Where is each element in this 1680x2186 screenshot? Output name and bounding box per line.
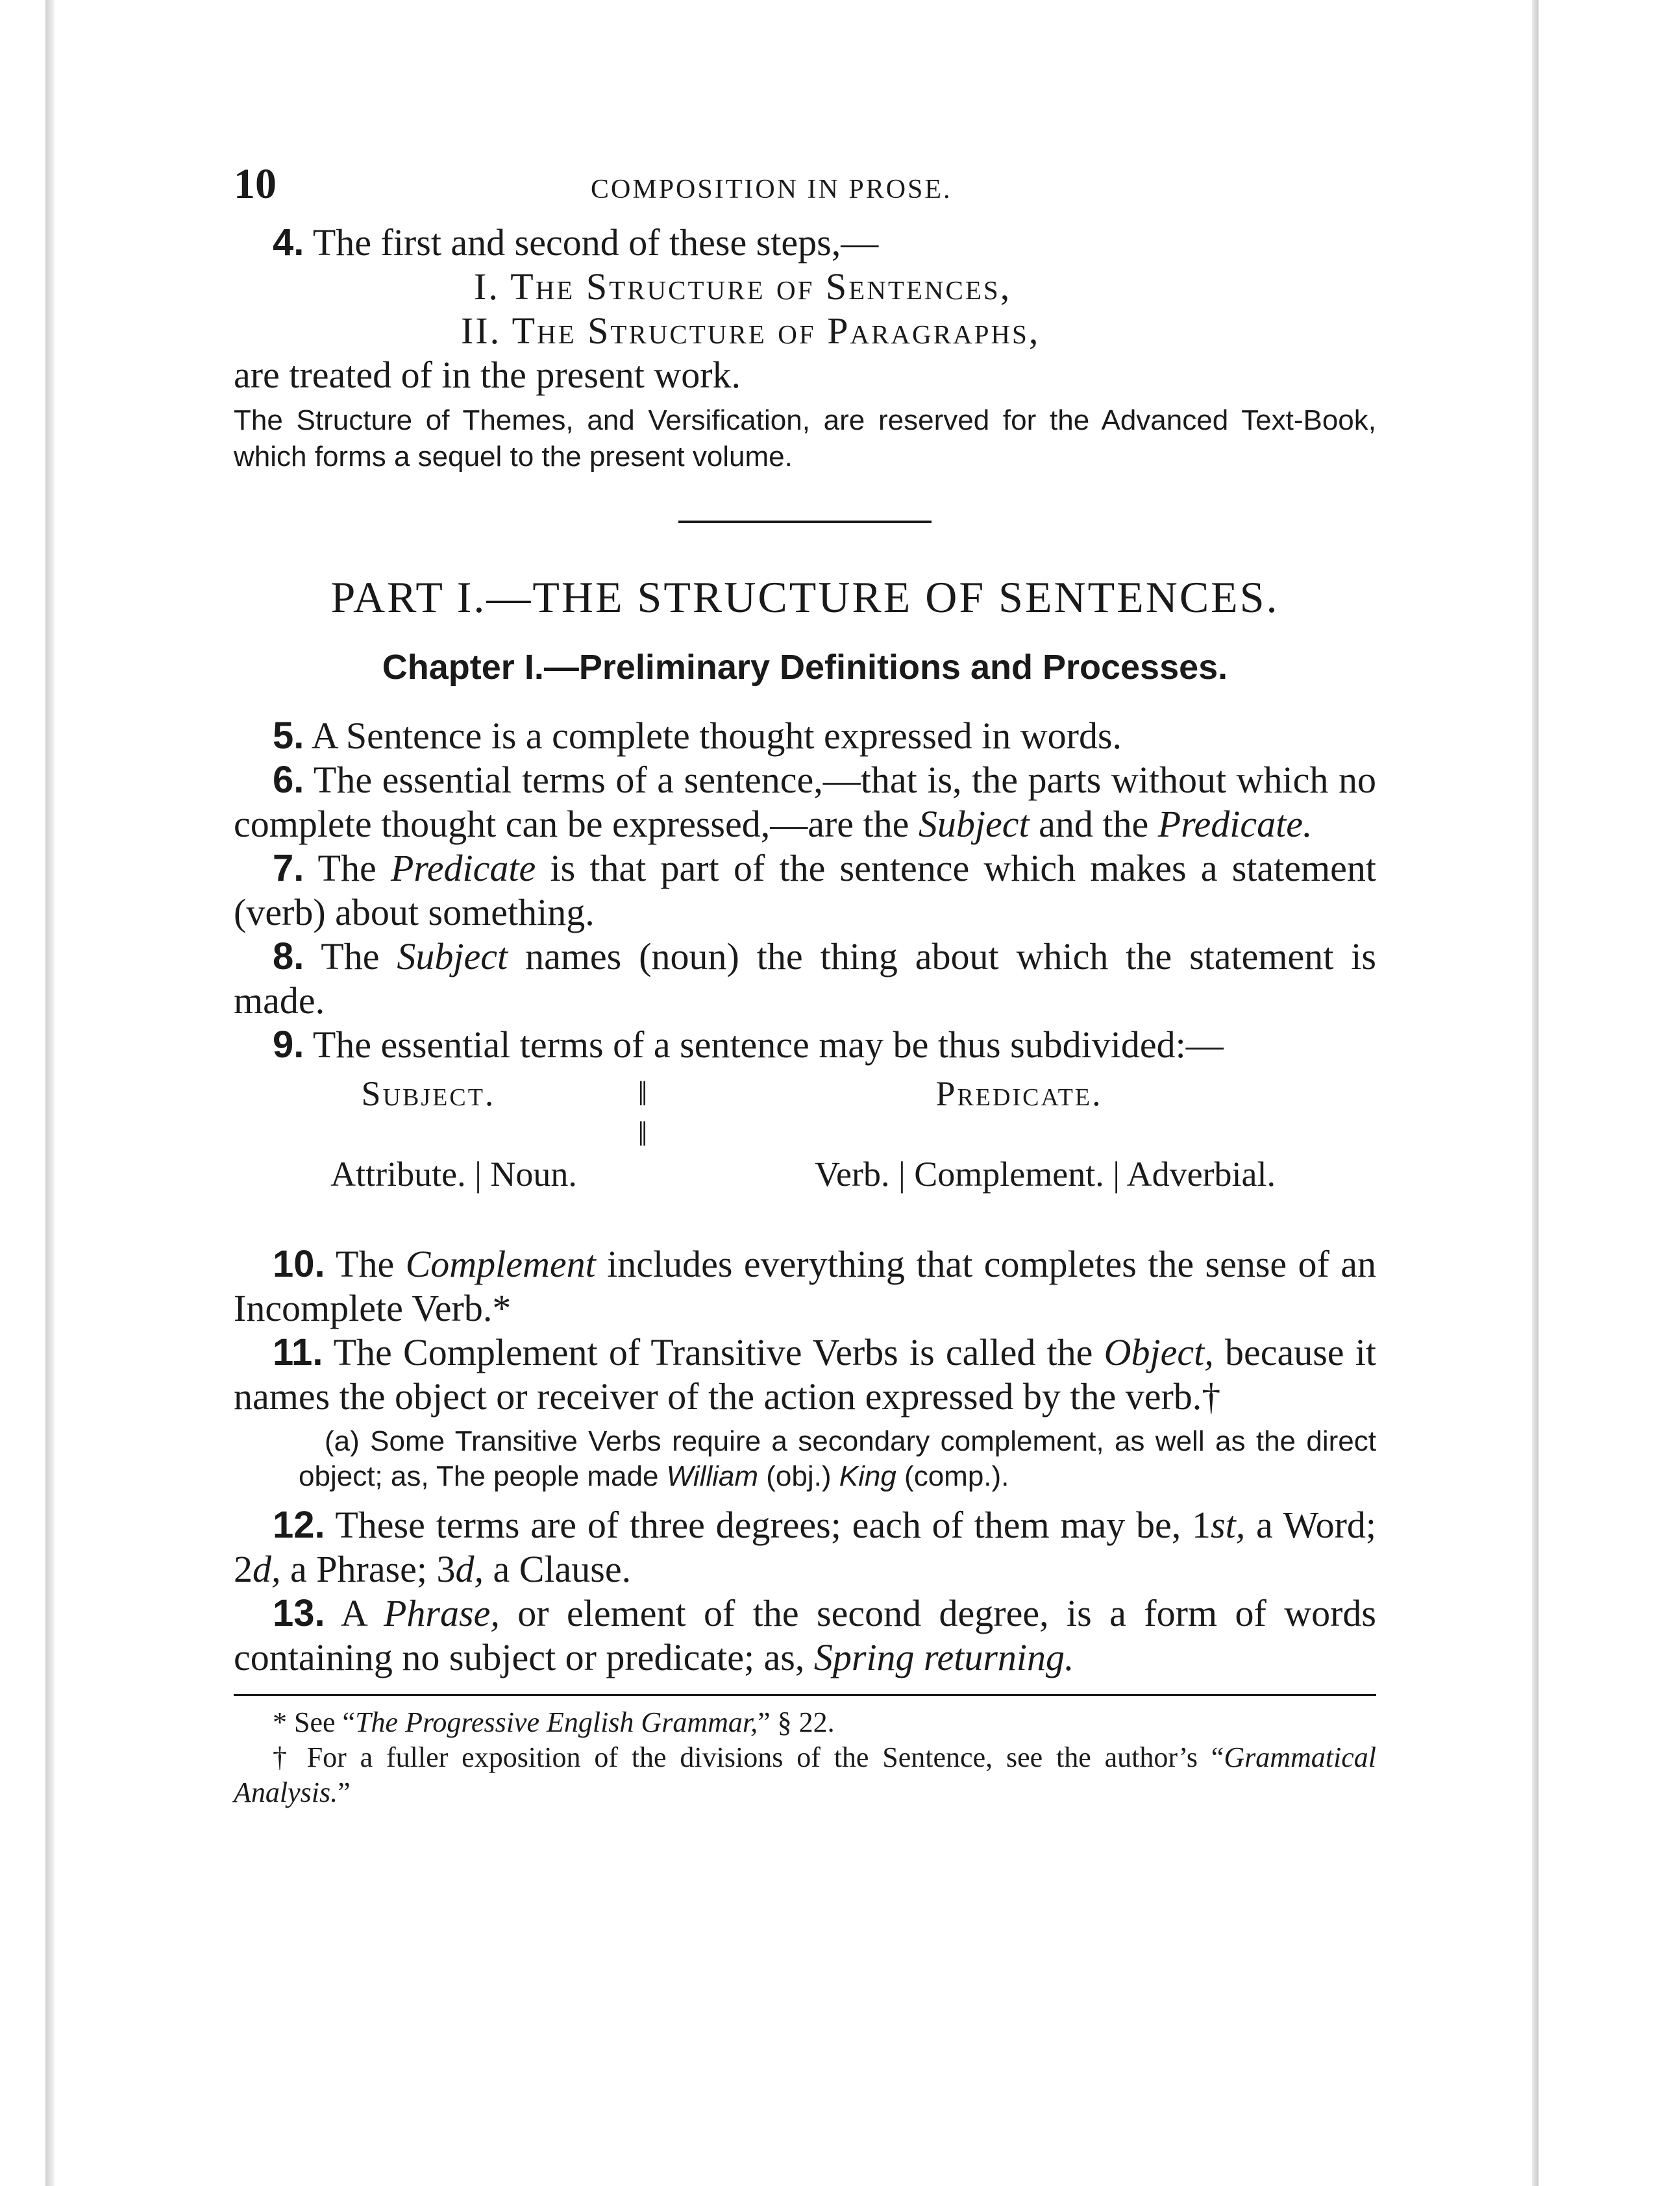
paragraph-text: a Clause. <box>484 1548 632 1590</box>
footnote-text: ” § 22. <box>758 1706 835 1738</box>
term-object: Object, <box>1104 1331 1214 1373</box>
step-text: II. The Structure of Paragraphs, <box>461 310 1041 352</box>
paragraph-text: A <box>340 1592 384 1634</box>
paragraph-number: 8. <box>273 935 304 977</box>
note-text: (obj.) <box>758 1460 839 1492</box>
paragraph-number: 5. <box>273 715 304 757</box>
ordinal: d, <box>253 1548 281 1590</box>
paragraph-text: A Sentence is a complete thought expressed in words. <box>311 715 1122 757</box>
term-predicate: Predicate. <box>1157 803 1313 845</box>
term-adverbial: Adverbial. <box>1126 1155 1276 1194</box>
term-subject: Subject <box>397 935 508 977</box>
ordinal: d, <box>455 1548 484 1590</box>
paragraph-text: a Phrase; 3 <box>280 1548 456 1590</box>
paragraph-number: 6. <box>273 759 304 801</box>
paragraph-7 <box>234 846 1376 935</box>
example-phrase: Spring returning. <box>813 1636 1074 1678</box>
divider: | <box>889 1155 915 1194</box>
example-king: King <box>839 1460 896 1492</box>
paragraph-9 <box>234 1023 1376 1067</box>
paragraph-5 <box>234 714 1376 758</box>
footnote-text: ” <box>338 1776 351 1808</box>
paragraph-text: names (noun) the thing about which the statement is made. <box>234 935 1376 1022</box>
paragraph-text: The <box>317 847 391 889</box>
part-title: PART I.—THE STRUCTURE OF SENTENCES. <box>330 572 1279 622</box>
section-number: 4. <box>273 221 304 264</box>
step-2 <box>234 309 1376 353</box>
paragraph-11 <box>234 1331 1376 1419</box>
double-divider: ‖ <box>637 1114 648 1153</box>
subdivision-heads <box>234 1074 1376 1114</box>
page-header <box>234 162 1376 221</box>
paragraph-number: 13. <box>273 1592 325 1634</box>
paragraph-text: The essential terms of a sentence may be thus subdivided:— <box>312 1024 1224 1066</box>
paragraph-6 <box>234 758 1376 846</box>
paragraph-number: 7. <box>273 847 304 889</box>
subdivision-terms <box>234 1114 1376 1234</box>
footnote-rule <box>234 1694 1376 1696</box>
term-subject: Subject <box>918 803 1030 845</box>
footnote-title: The Progressive English Grammar, <box>355 1706 758 1738</box>
ordinal: st, <box>1211 1504 1246 1546</box>
scan-edge-right <box>1532 0 1538 2186</box>
footnote-2 <box>234 1740 1376 1810</box>
paragraph-text: The <box>336 1243 406 1285</box>
term-phrase: Phrase, <box>384 1592 500 1634</box>
footnote-title: Grammatical Analysis. <box>234 1741 1376 1808</box>
paragraph-text: The essential terms of a sentence,—that is, the parts without which no complete thought can be expressed,—are the <box>234 759 1376 845</box>
scan-edge-left <box>45 0 55 2186</box>
footnote-text: † For a fuller exposition of the divisions of the Sentence, see the author’s “ <box>273 1741 1224 1773</box>
double-divider: ‖ <box>637 1074 648 1113</box>
subject-head: Subject. <box>361 1074 496 1113</box>
section-4-intro <box>234 221 1376 265</box>
running-head: COMPOSITION IN PROSE. <box>591 175 952 204</box>
step-1 <box>234 265 1376 309</box>
paragraph-13 <box>234 1591 1376 1680</box>
section-divider <box>678 521 932 523</box>
predicate-head: Predicate. <box>935 1074 1103 1113</box>
note-text: (comp.). <box>896 1460 1009 1492</box>
term-complement: Complement <box>405 1243 596 1285</box>
paragraph-text: or element of the second degree, is a form of words containing no subject or predicate; as, <box>234 1592 1376 1678</box>
paragraph-8 <box>234 935 1376 1023</box>
paragraph-12 <box>234 1503 1376 1591</box>
term-noun: Noun. <box>490 1155 577 1194</box>
note-text: Some Transitive Verbs require a secondary complement, as well as the direct object; as, The people made <box>299 1425 1376 1492</box>
paragraph-number: 10. <box>273 1243 325 1285</box>
term-predicate: Predicate <box>390 847 536 889</box>
note-label: (a) <box>325 1425 360 1457</box>
footnote-1 <box>234 1705 1376 1740</box>
predicate-terms <box>662 1114 1376 1234</box>
term-verb: Verb. <box>815 1155 890 1194</box>
note-a <box>234 1424 1376 1494</box>
paragraph-text: because it names the object or receiver of the action expressed by the verb.† <box>234 1331 1376 1418</box>
book-page <box>234 162 1376 1810</box>
divider: | <box>1104 1155 1127 1194</box>
section-text: The first and second of these steps,— <box>312 221 879 264</box>
paragraph-text: includes everything that completes the sense of an Incomplete Verb.* <box>234 1243 1377 1329</box>
divider: | <box>465 1155 491 1194</box>
chapter-title: Chapter I.—Preliminary Definitions and Processes. <box>382 648 1228 687</box>
step-text: I. The Structure of Sentences, <box>474 265 1012 308</box>
term-attribute: Attribute. <box>330 1155 466 1194</box>
term-complement: Complement. <box>914 1155 1104 1194</box>
paragraph-text: The <box>321 935 397 977</box>
paragraph-number: 9. <box>273 1024 304 1066</box>
paragraph-number: 12. <box>273 1504 325 1546</box>
paragraph-text: and the <box>1029 803 1158 845</box>
subject-terms <box>234 1114 623 1234</box>
paragraph-text: These terms are of three degrees; each of them may be, 1 <box>335 1504 1211 1546</box>
page-number: 10 <box>234 160 277 208</box>
paragraph-text: is that part of the sentence which makes a statement (verb) about something. <box>234 847 1376 933</box>
section-4-outro: are treated of in the present work. <box>234 354 741 396</box>
paragraph-text: a Word; 2 <box>234 1504 1376 1590</box>
section-4-note: The Structure of Themes, and Versification, are reserved for the Advanced Text-Book, which forms a sequel to the present volume. <box>234 404 1376 473</box>
paragraph-number: 11. <box>273 1331 323 1373</box>
paragraph-10 <box>234 1242 1376 1331</box>
footnote-text: * See “ <box>273 1706 356 1738</box>
paragraph-text: The Complement of Transitive Verbs is called the <box>333 1331 1104 1373</box>
example-william: William <box>666 1460 759 1492</box>
